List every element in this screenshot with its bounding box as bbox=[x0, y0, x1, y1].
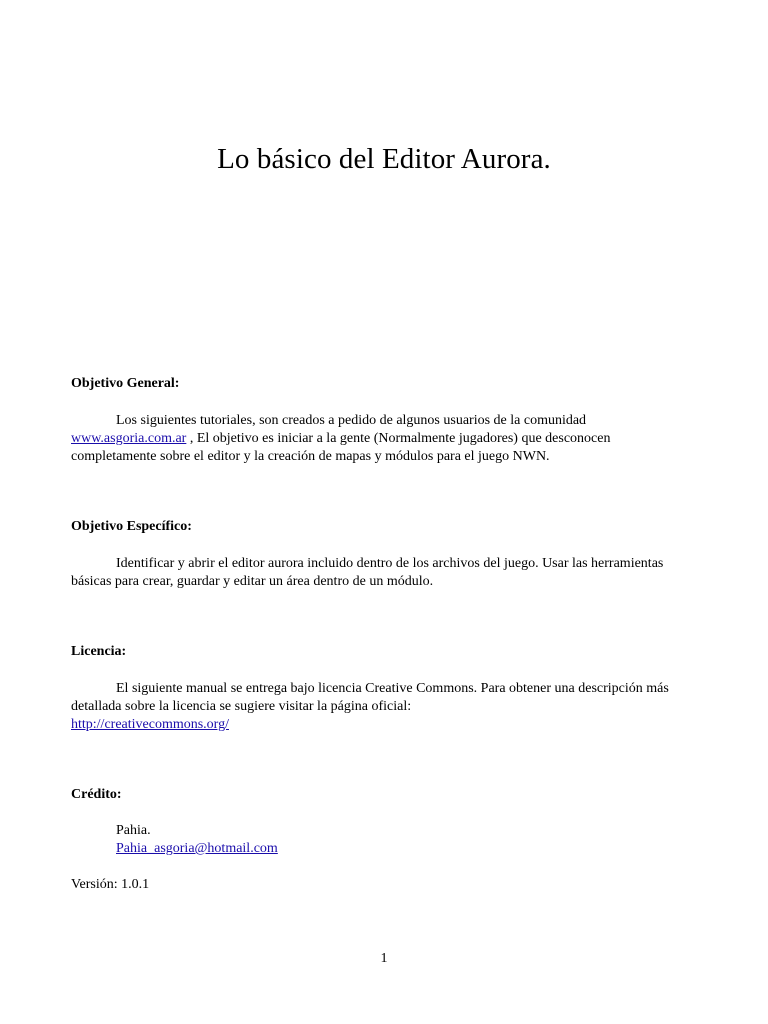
objetivo-especifico-paragraph bbox=[71, 555, 691, 591]
credito-author: Pahia. bbox=[116, 823, 151, 838]
credito-heading: Crédito: bbox=[71, 787, 122, 802]
licencia-text: El siguiente manual se entrega bajo licencia Creative Commons. Para obtener una descripción más detallada sobre la licencia se sugiere visitar la página oficial: bbox=[71, 681, 669, 714]
objetivo-general-paragraph bbox=[71, 412, 691, 466]
document-title: Lo básico del Editor Aurora. bbox=[217, 143, 551, 175]
page-number: 1 bbox=[380, 951, 388, 966]
asgoria-link[interactable]: www.asgoria.com.ar bbox=[71, 431, 187, 446]
objetivo-general-heading: Objetivo General: bbox=[71, 376, 180, 391]
credito-email bbox=[116, 841, 278, 857]
email-link[interactable]: Pahia_asgoria@hotmail.com bbox=[116, 841, 278, 856]
objetivo-general-text-start: Los siguientes tutoriales, son creados a pedido de algunos usuarios de la comunidad bbox=[116, 413, 587, 428]
version-text: Versión: 1.0.1 bbox=[71, 877, 150, 892]
objetivo-general-text-end: , El objetivo es iniciar a la gente (Normalmente jugadores) que desconocen completamente sobre el editor y la creación de mapas y módulos para el juego NWN. bbox=[71, 431, 611, 464]
licencia-paragraph bbox=[71, 680, 691, 734]
licencia-heading: Licencia: bbox=[71, 644, 127, 659]
objetivo-especifico-heading: Objetivo Específico: bbox=[71, 519, 192, 534]
creativecommons-link[interactable]: http://creativecommons.org/ bbox=[71, 717, 229, 732]
objetivo-especifico-text: Identificar y abrir el editor aurora incluido dentro de los archivos del juego. Usar las herramientas básicas para crear, guardar y editar un área dentro de un módulo. bbox=[71, 556, 664, 589]
